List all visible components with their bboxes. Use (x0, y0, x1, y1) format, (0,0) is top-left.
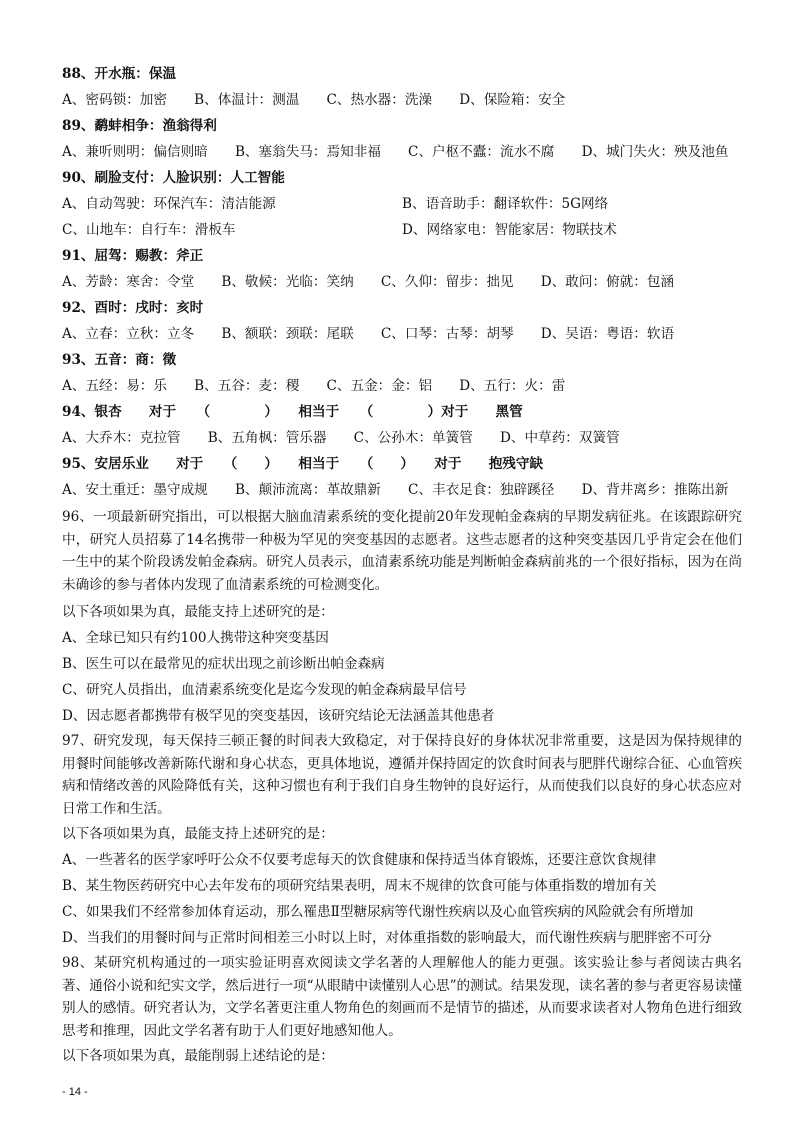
q96-option-d: D、因志愿者都携带有极罕见的突变基因，该研究结论无法涵盖其他患者 (62, 708, 495, 724)
q90-option-a: A、自动驾驶：环保汽车：清洁能源 (62, 196, 276, 212)
q97-option-d: D、当我们的用餐时间与正常时间相差三小时以上时，对体重指数的影响最大，而代谢性疾病与肥胖密不可分 (62, 930, 712, 946)
q91-stem: 91、屈驾：赐教：斧正 (62, 248, 204, 264)
page-number: - 14 - (62, 1086, 88, 1098)
q93-stem: 93、五音：商：徵 (62, 352, 177, 368)
q91-options: A、芳龄：寒舍：令堂 B、敬候：光临：笑纳 C、久仰：留步：拙见 D、敢问：俯就：包涵 (62, 274, 675, 290)
q96-option-c: C、研究人员指出，血清素系统变化是迄今发现的帕金森病最早信号 (62, 682, 467, 698)
q97-option-a: A、一些著名的医学家呼吁公众不仅要考虑每天的饮食健康和保持适当体育锻炼，还要注意饮食规律 (62, 852, 657, 868)
q90-option-c: C、山地车：自行车：滑板车 (62, 222, 236, 238)
q90-option-b: B、语音助手：翻译软件：5G网络 (402, 196, 609, 212)
q94-stem: 94、银杏 对于 （ ） 相当于 （ ）对于 黑管 (62, 404, 523, 420)
q90-stem: 90、刷脸支付：人脸识别：人工智能 (62, 170, 285, 186)
q97-question: 以下各项如果为真，最能支持上述研究的是： (62, 826, 334, 842)
q90-option-d: D、网络家电：智能家居：物联技术 (402, 222, 617, 238)
q89-options: A、兼听则明：偏信则暗 B、塞翁失马：焉知非福 C、户枢不蠹：流水不腐 D、城门失火：殃及池鱼 (62, 144, 729, 160)
q95-options: A、安土重迁：墨守成规 B、颠沛流离：革故鼎新 C、丰衣足食：独辟蹊径 D、背井离乡：推陈出新 (62, 482, 729, 498)
q92-options: A、立春：立秋：立冬 B、额联：颈联：尾联 C、口琴：古琴：胡琴 D、吴语：粤语：软语 (62, 326, 675, 342)
q89-stem: 89、鹬蚌相争：渔翁得利 (62, 118, 217, 134)
q97-stem: 97、研究发现，每天保持三顿正餐的时间表大致稳定，对于保持良好的身体状况非常重要，这是因为保持规律的用餐时间能够改善新陈代谢和身心状态，更具体地说，遵循并保持固定的饮食时间表与肥胖代谢综合征、心血管疾病和情绪改善的风险降低有关，这种习惯也有利于我们自身生物钟的良好运行，从而使我们以良好的身心状态应对日常工作和生活。 (62, 733, 742, 817)
q88-options: A、密码锁：加密 B、体温计：测温 C、热水器：洗澡 D、保险箱：安全 (62, 92, 566, 108)
q96-stem: 96、一项最新研究指出，可以根据大脑血清素系统的变化提前20年发现帕金森病的早期发病征兆。在该跟踪研究中，研究人员招募了14名携带一种极为罕见的突变基因的志愿者。这些志愿者的这种突变基因几乎肯定会在他们一生中的某个阶段诱发帕金森病。研究人员表示，血清素系统功能是判断帕金森病前兆的一个很好指标，因为在尚未确诊的参与者体内发现了血清素系统的可检测变化。 (62, 509, 742, 593)
q97-option-c: C、如果我们不经常参加体育运动，那么罹患Ⅱ型糖尿病等代谢性疾病以及心血管疾病的风险就会有所增加 (62, 904, 694, 920)
q88-stem: 88、开水瓶：保温 (62, 66, 177, 82)
q98-question: 以下各项如果为真，最能削弱上述结论的是： (62, 1048, 334, 1064)
q97-option-b: B、某生物医药研究中心去年发布的项研究结果表明，周末不规律的饮食可能与体重指数的增加有关 (62, 878, 657, 894)
q93-options: A、五经：易：乐 B、五谷：麦：稷 C、五金：金：铝 D、五行：火：雷 (62, 378, 566, 394)
q96-option-b: B、医生可以在最常见的症状出现之前诊断出帕金森病 (62, 656, 385, 672)
q94-options: A、大乔木：克拉管 B、五角枫：管乐器 C、公孙木：单簧管 D、中草药：双簧管 (62, 430, 620, 446)
q96-option-a: A、全球已知只有约100人携带这种突变基因 (62, 630, 329, 646)
q96-question: 以下各项如果为真，最能支持上述研究的是： (62, 604, 334, 620)
q95-stem: 95、安居乐业 对于 （ ） 相当于 （ ） 对于 抱残守缺 (62, 456, 544, 472)
q92-stem: 92、酉时：戌时：亥时 (62, 300, 204, 316)
q98-stem: 98、某研究机构通过的一项实验证明喜欢阅读文学名著的人理解他人的能力更强。该实验让参与者阅读古典名著、通俗小说和纪实文学，然后进行一项“从眼睛中读懂别人心思”的测试。结果发现，读名著的参与者更容易读懂别人的感情。研究者认为，文学名著更注重人物角色的刻画而不是情节的描述，从而要求读者对人物角色进行细致思考和推理，因此文学名著有助于人们更好地感知他人。 (62, 955, 742, 1039)
